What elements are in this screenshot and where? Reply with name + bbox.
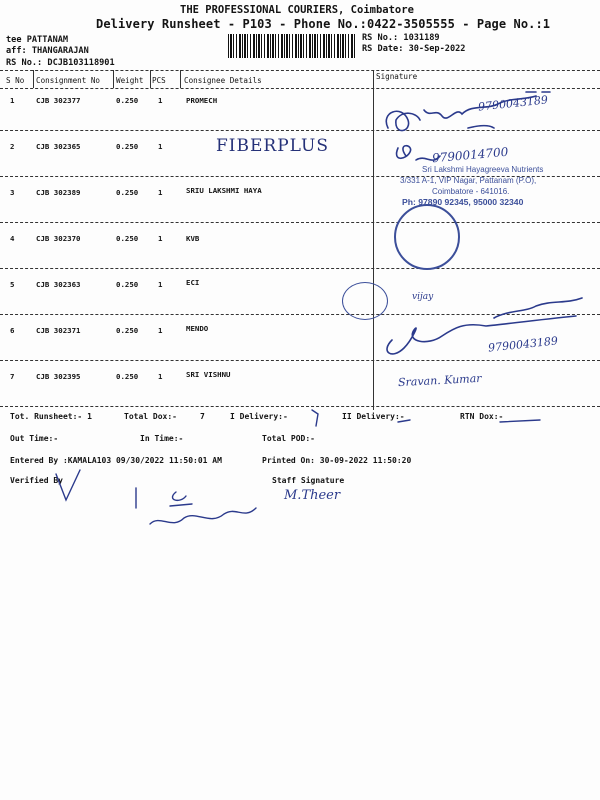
company-title: THE PROFESSIONAL COURIERS, Coimbatore [180,4,414,16]
row-consignee: ECI [186,278,200,287]
row2-signature-phone: 9790014700 [431,144,509,166]
row-sno: 6 [10,326,15,335]
col-header-signature: Signature [376,72,418,81]
row-pcs: 1 [158,142,163,151]
table-header-rule [0,88,600,89]
total-dox-value: 7 [200,412,205,421]
row6-signature-phone: 9790043189 [487,334,559,355]
row-weight: 0.250 [116,96,139,105]
row-pcs: 1 [158,234,163,243]
row-sno: 3 [10,188,15,197]
col-header-sno: S No [6,76,25,85]
row-consignment: CJB 302395 [36,372,81,381]
row5-signature-note: vijay [412,292,434,302]
row-sno: 5 [10,280,15,289]
row1-signature-phone: 9790043189 [477,93,549,114]
rs-date: RS Date: 30-Sep-2022 [362,44,466,54]
column-divider [113,70,114,88]
column-divider [180,70,181,88]
stamp-line: Sri Lakshmi Hayagreeva Nutrients [422,165,544,174]
row-weight: 0.250 [116,142,139,151]
row-sno: 2 [10,142,15,151]
row-consignee-handwritten: FIBERPLUS [216,136,329,156]
row-sno: 4 [10,234,15,243]
col-header-consignment: Consignment No [36,76,101,85]
stamp-line: 3/331 A-1, VIP Nagar, Pattanam (P.O), [400,176,537,185]
rs-number: RS No.: 1031189 [362,33,440,43]
runsheet-title: Delivery Runsheet - P103 - Phone No.:0422-3505555 - Page No.:1 [96,17,551,31]
col-header-pcs: PCS [152,76,166,85]
round-seal-icon [342,282,388,320]
row-consignment: CJB 302389 [36,188,81,197]
rtn-dox-label: RTN Dox:- [460,412,504,421]
row-weight: 0.250 [116,280,139,289]
column-divider [33,70,34,88]
total-dox-label: Total Dox:- [124,412,177,421]
row-weight: 0.250 [116,372,139,381]
verified-by-label: Verified By [10,476,63,485]
row-sno: 7 [10,372,15,381]
row-consignment: CJB 302377 [36,96,81,105]
row-consignment: CJB 302363 [36,280,81,289]
printed-on: Printed On: 30-09-2022 11:50:20 [262,456,412,465]
barcode-image [228,34,356,58]
table-top-rule [0,70,600,71]
i-delivery-label: I Delivery:- [230,412,288,421]
row-consignee: KVB [186,234,200,243]
signature-column-divider [373,70,374,410]
row-pcs: 1 [158,326,163,335]
round-seal-icon [394,204,460,270]
row-consignee: SRIU LAKSHMI HAYA [186,186,262,195]
stamp-line: Coimbatore - 641016. [432,187,510,196]
row-weight: 0.250 [116,188,139,197]
staff-signature-label: Staff Signature [272,476,345,485]
row-pcs: 1 [158,188,163,197]
row-consignee: MENDO [186,324,209,333]
row-consignment: CJB 302365 [36,142,81,151]
total-pod-label: Total POD:- [262,434,315,443]
entered-by: Entered By :KAMALA103 09/30/2022 11:50:01 AM [10,456,222,465]
row-consignee: PROMECH [186,96,218,105]
location-label: tee PATTANAM [6,35,69,45]
row-weight: 0.250 [116,234,139,243]
row-pcs: 1 [158,372,163,381]
tot-runsheet: Tot. Runsheet:- 1 [10,412,92,421]
staff-label: aff: THANGARAJAN [6,46,89,56]
stamp-line: Ph: 97890 92345, 95000 32340 [402,197,524,207]
row-consignee: SRI VISHNU [186,370,231,379]
footer-ink-marks [0,404,600,544]
ii-delivery-label: II Delivery:- [342,412,405,421]
col-header-consignee: Consignee Details [184,76,262,85]
row7-signature-name: Sravan. Kumar [397,371,482,390]
in-time-label: In Time:- [140,434,184,443]
row-pcs: 1 [158,96,163,105]
staff-signature-handwritten: M.Theer [284,488,341,503]
col-header-weight: Weight [116,76,144,85]
row-weight: 0.250 [116,326,139,335]
out-time-label: Out Time:- [10,434,59,443]
drs-number: RS No.: DCJB103118901 [6,58,115,68]
row-consignment: CJB 302370 [36,234,81,243]
column-divider [150,70,151,88]
row-pcs: 1 [158,280,163,289]
row-sno: 1 [10,96,15,105]
row-consignment: CJB 302371 [36,326,81,335]
